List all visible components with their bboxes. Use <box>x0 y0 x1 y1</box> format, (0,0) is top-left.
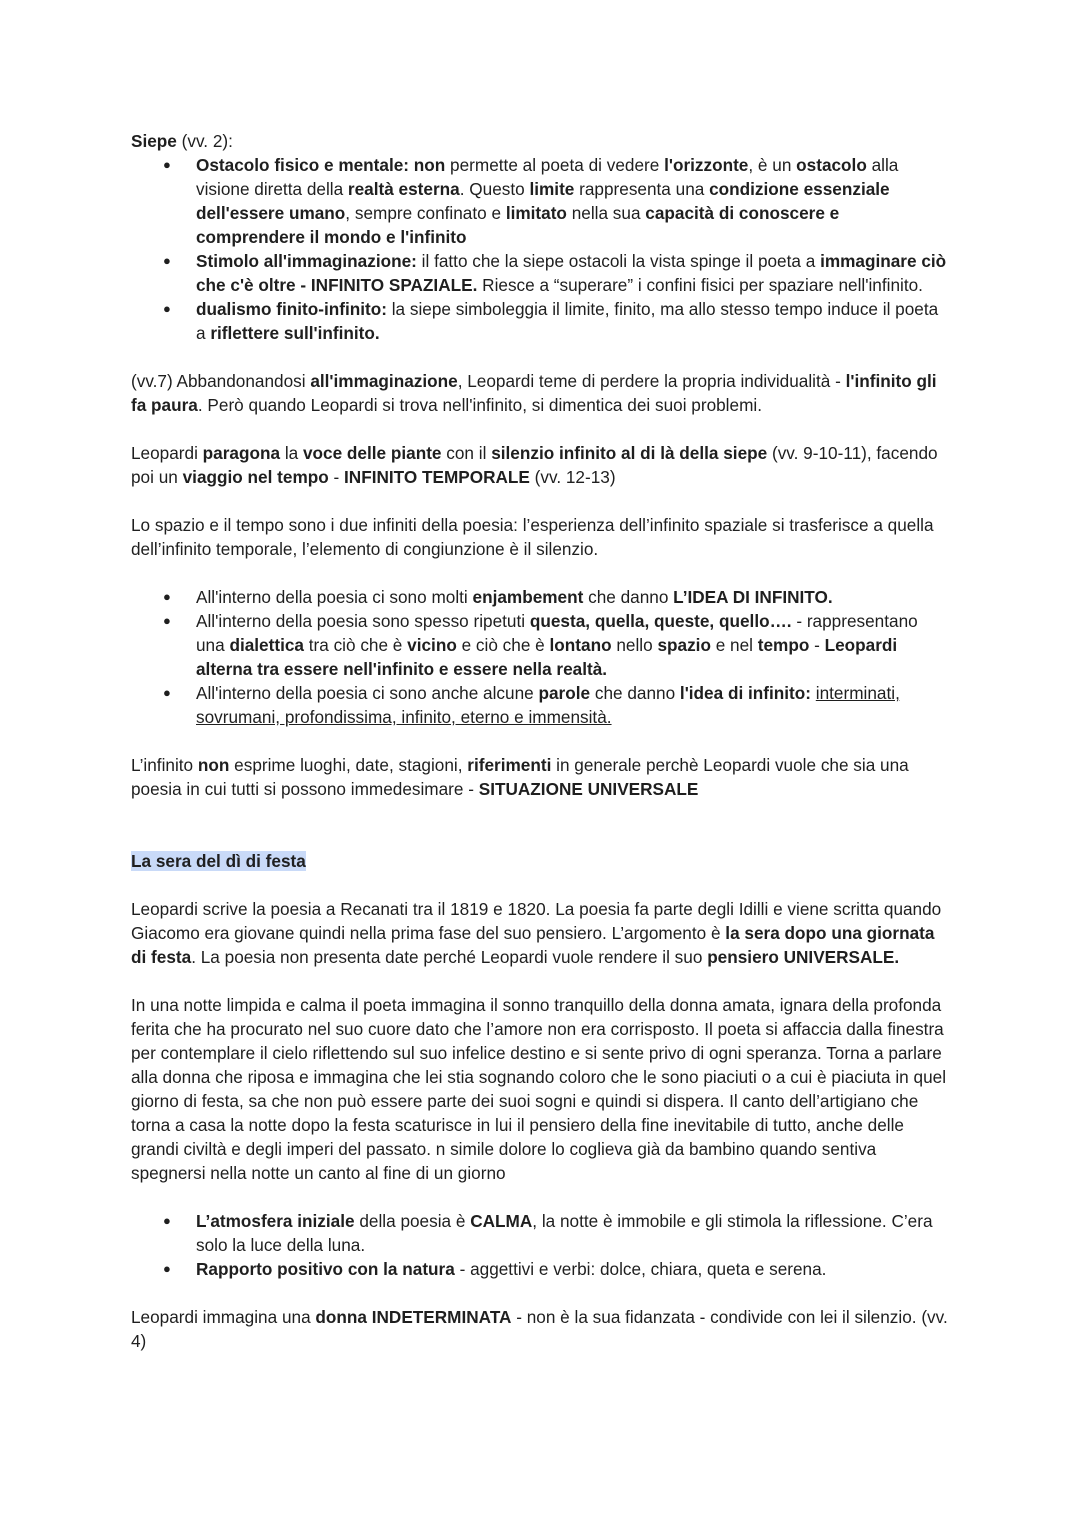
paragraph-spazio-tempo <box>131 513 951 561</box>
text-run: , Leopardi teme di perdere la propria individualità - <box>457 371 846 391</box>
bold-text: Rapporto positivo con la natura <box>196 1259 455 1279</box>
text-run: e nel <box>710 635 758 655</box>
text-run: Leopardi scrive la poesia a Recanati tra il 1819 e 1820. La poesia fa parte degli Idilli e viene scritta quando Giacomo era giovane quindi nella prima fase del suo pensiero. L’argomento è <box>131 899 942 943</box>
bold-text: tempo <box>757 635 810 655</box>
text-run: nello <box>611 635 658 655</box>
bold-text: silenzio infinito al di là della siepe <box>491 443 768 463</box>
bold-text: limitato <box>505 203 567 223</box>
bold-text: L’atmosfera iniziale <box>196 1211 355 1231</box>
bold-text: SITUAZIONE UNIVERSALE <box>478 779 699 799</box>
bold-text: realtà esterna <box>347 179 460 199</box>
bold-text: dualismo finito-infinito: <box>196 299 387 319</box>
bold-text: Ostacolo fisico e mentale: non <box>196 155 446 175</box>
paragraph-donna <box>131 1305 951 1353</box>
siepe-title: Siepe <box>131 131 177 151</box>
bold-text: parole <box>538 683 591 703</box>
siepe-bullet-list <box>131 153 951 345</box>
bold-text: pensiero UNIVERSALE. <box>707 947 900 967</box>
sera-bullet-list <box>131 1209 951 1281</box>
bold-text: l'idea di infinito: <box>679 683 811 703</box>
bold-text: l'infinito gli fa paura <box>131 371 937 415</box>
text-run: All'interno della poesia sono spesso ripetuti <box>196 611 530 631</box>
text-run: . La poesia non presenta date perché Leopardi vuole rendere il suo <box>191 947 708 967</box>
text-run: che danno <box>583 587 674 607</box>
text-run: in generale perchè Leopardi vuole che sia una poesia in cui tutti si possono immedesimare - <box>131 755 909 799</box>
text-run: Lo spazio e il tempo sono i due infiniti della poesia: l’esperienza dell’infinito spaziale si trasferisce a quella dell’infinito temporale, l’elemento di congiunzione è il silenzio. <box>131 515 934 559</box>
bold-text: l'orizzonte <box>664 155 749 175</box>
bold-text: dialettica <box>229 635 304 655</box>
text-run: . Però quando Leopardi si trova nell'infinito, si dimentica dei suoi problemi. <box>197 395 762 415</box>
text-run: All'interno della poesia ci sono molti <box>196 587 473 607</box>
text-run: il fatto che la siepe ostacoli la vista spinge il poeta a <box>416 251 821 271</box>
text-run: . Questo <box>459 179 530 199</box>
bold-text: la sera dopo una giornata di festa <box>131 923 935 967</box>
text-run: All'interno della poesia ci sono anche alcune <box>196 683 539 703</box>
bold-text: vicino <box>407 635 457 655</box>
bold-text: capacità di conoscere e comprendere il mondo e l'infinito <box>196 203 840 247</box>
text-run: permette al poeta di vedere <box>445 155 665 175</box>
bold-text: non <box>197 755 230 775</box>
text-run: con il <box>441 443 492 463</box>
text-run: - <box>328 467 345 487</box>
bold-text: enjambement <box>472 587 584 607</box>
bold-text: riflettere sull'infinito. <box>210 323 380 343</box>
text-run: - <box>809 635 825 655</box>
text-run: la <box>280 443 303 463</box>
text-run: - non è la sua fidanzata - condivide con lei il silenzio. (vv. 4) <box>131 1307 948 1351</box>
text-run: (vv.7) Abbandonandosi <box>131 371 311 391</box>
text-run: nella sua <box>566 203 646 223</box>
bold-text: spazio <box>657 635 711 655</box>
underlined-text: interminati, sovrumani, profondissima, infinito, eterno e immensità. <box>196 683 900 727</box>
bold-text: paragona <box>202 443 281 463</box>
bold-text: Stimolo all'immaginazione: <box>196 251 417 271</box>
text-run: - rappresentano una <box>196 611 918 655</box>
list-item <box>131 1257 951 1281</box>
list-item <box>131 297 951 345</box>
text-run: Riesce a “superare” i confini fisici per spaziare nell'infinito. <box>477 275 923 295</box>
bold-text: CALMA <box>470 1211 533 1231</box>
siepe-heading <box>131 129 951 153</box>
text-run: che danno <box>590 683 680 703</box>
siepe-title-suffix: (vv. 2): <box>176 131 233 151</box>
bold-text: riferimenti <box>467 755 552 775</box>
poesia-bullet-list <box>131 585 951 729</box>
text-run: (vv. 12-13) <box>529 467 616 487</box>
text-run: (vv. 9-10-11), facendo poi un <box>131 443 938 487</box>
text-run: - aggettivi e verbi: dolce, chiara, queta e serena. <box>454 1259 827 1279</box>
text-run: , è un <box>748 155 797 175</box>
bold-text: Leopardi alterna tra essere nell'infinito e essere nella realtà. <box>196 635 898 679</box>
list-item <box>131 249 951 297</box>
bold-text: voce delle piante <box>302 443 442 463</box>
bold-text: immaginare ciò che c'è oltre - INFINITO SPAZIALE. <box>196 251 947 295</box>
text-run: Leopardi <box>131 443 203 463</box>
paragraph-scrive <box>131 897 951 969</box>
paragraph-notte <box>131 993 951 1185</box>
text-run: e ciò che è <box>456 635 550 655</box>
text-run: In una notte limpida e calma il poeta immagina il sonno tranquillo della donna amata, ignara della profonda ferita che ha procurato nel suo cuore dato che l’amore non era corrisposto. Il poeta si affaccia dalla finestra per contemplare il cielo riflettendo sul suo infelice destino e si sente privo di ogni speranza. Torna a parlare alla donna che riposa e immagina che lei stia sognando coloro che le sono piaciuti o a cui è piaciuta in quel giorno di festa, sa che non può essere parte dei suoi sogni e quindi si dispera. Il canto dell’artigiano che torna a casa la notte dopo la festa scaturisce in lui il pensiero della fine inevitabile di tutto, anche delle grandi civiltà e degli imperi del passato. n simile dolore lo coglieva già da bambino quando sentiva spegnersi nella notte un canto al fine di un giorno <box>131 995 947 1183</box>
text-run: rappresenta una <box>574 179 710 199</box>
list-item <box>131 609 951 681</box>
bold-text: questa, quella, queste, quello…. <box>529 611 792 631</box>
bold-text: ostacolo <box>796 155 867 175</box>
bold-text: lontano <box>549 635 612 655</box>
text-run: , sempre confinato e <box>345 203 506 223</box>
text-run: esprime luoghi, date, stagioni, <box>229 755 468 775</box>
bold-text: donna INDETERMINATA <box>315 1307 512 1327</box>
section-heading <box>131 849 951 873</box>
paragraph-immaginazione <box>131 369 951 417</box>
text-run: L’infinito <box>131 755 198 775</box>
bold-text: L’IDEA DI INFINITO. <box>673 587 833 607</box>
list-item <box>131 585 951 609</box>
section-title: La sera del dì di festa <box>131 851 306 871</box>
list-item <box>131 153 951 249</box>
bold-text: limite <box>529 179 575 199</box>
text-run: tra ciò che è <box>303 635 408 655</box>
text-run: alla visione diretta della <box>196 155 899 199</box>
list-item <box>131 1209 951 1257</box>
document-page <box>131 129 951 1377</box>
paragraph-paragona <box>131 441 951 489</box>
bold-text: all'immaginazione <box>310 371 458 391</box>
text-run: della poesia è <box>354 1211 471 1231</box>
bold-text: INFINITO TEMPORALE <box>344 467 530 487</box>
text-run: , la notte è immobile e gli stimola la riflessione. C’era solo la luce della luna. <box>196 1211 933 1255</box>
paragraph-universale <box>131 753 951 801</box>
text-run: Leopardi immagina una <box>131 1307 316 1327</box>
text-run: la siepe simboleggia il limite, finito, ma allo stesso tempo induce il poeta a <box>196 299 939 343</box>
list-item <box>131 681 951 729</box>
bold-text: viaggio nel tempo <box>182 467 329 487</box>
bold-text: condizione essenziale dell'essere umano <box>196 179 890 223</box>
